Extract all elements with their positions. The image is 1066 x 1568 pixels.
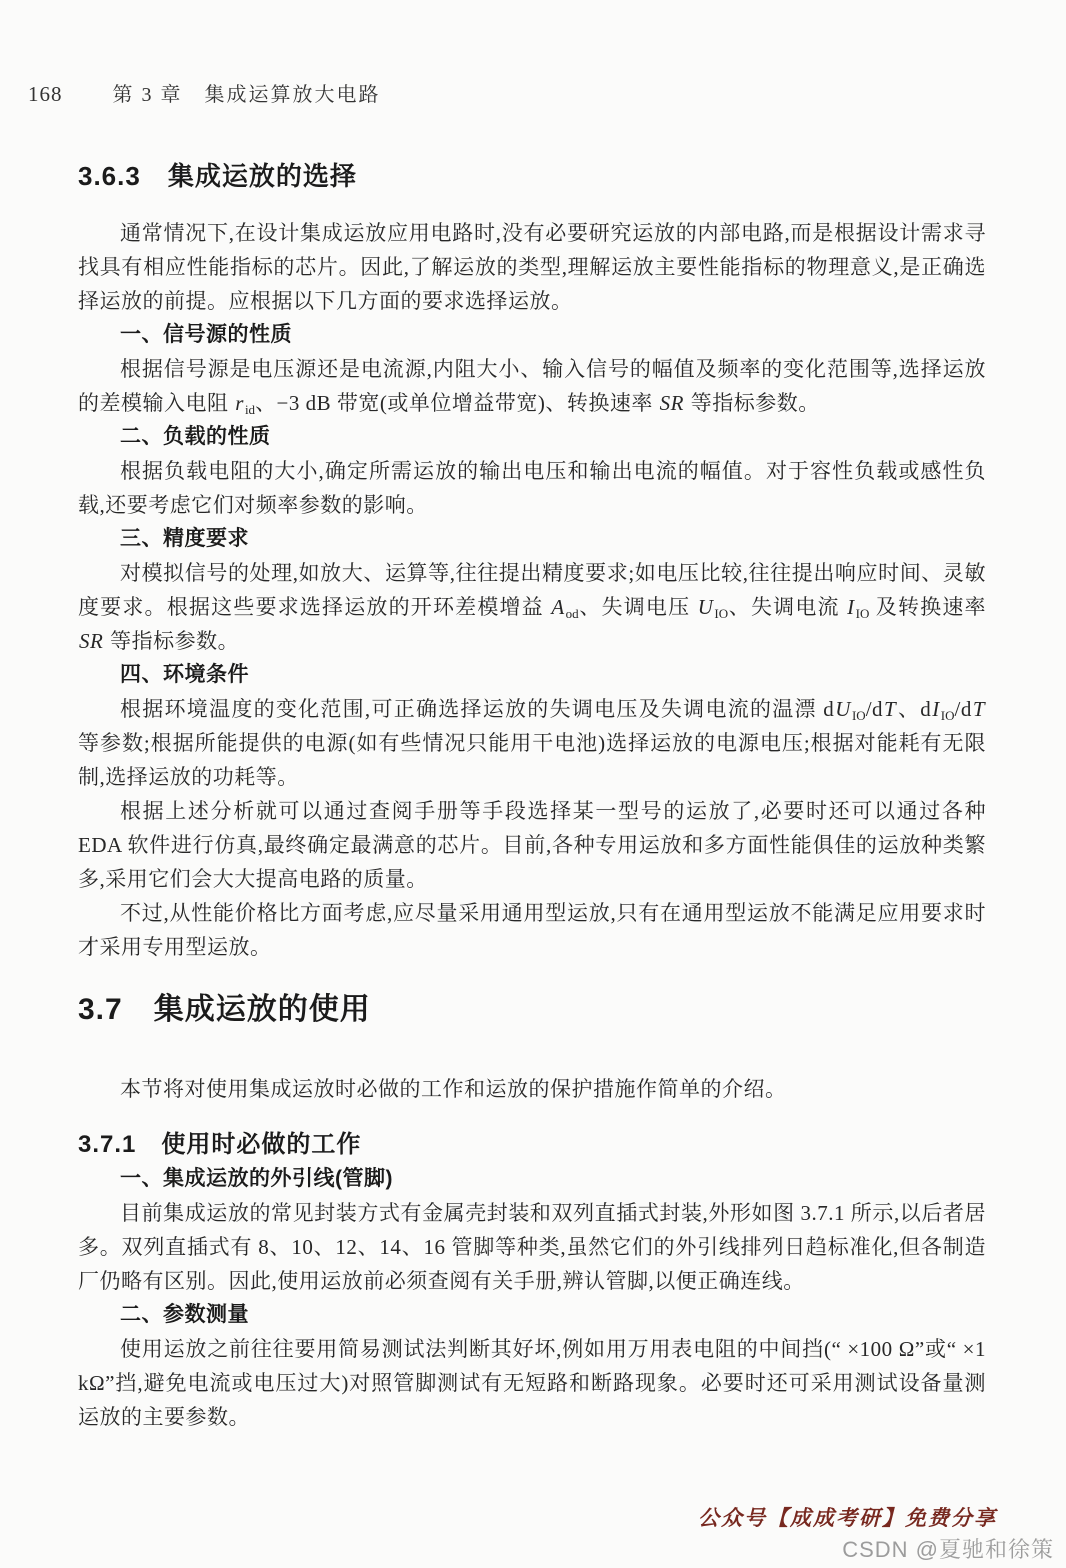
page-number: 168 xyxy=(28,82,63,106)
chapter-title: 第 3 章 集成运算放大电路 xyxy=(112,84,381,106)
wechat-watermark: 公众号【成成考研】免费分享 xyxy=(698,1506,997,1530)
section-3-6-3-intro-paragraph: 通常情况下,在设计集成运放应用电路时,没有必要研究运放的内部电路,而是根据设计需求寻找具有相应性能指标的芯片。因此,了解运放的类型,理解运放主要性能指标的物理意义,是正确选择运放的前提。应根据以下几方面的要求选择运放。 xyxy=(78,221,986,313)
subheading-environment: 四、环境条件 xyxy=(120,663,249,686)
section-3-7-intro-paragraph: 本节将对使用集成运放时必做的工作和运放的保护措施作简单的介绍。 xyxy=(120,1077,787,1101)
general-purpose-paragraph: 不过,从性能价格比方面考虑,应尽量采用通用型运放,只有在通用型运放不能满足应用要求时才采用专用型运放。 xyxy=(78,901,986,959)
section-3-7-1-heading: 3.7.1 使用时必做的工作 xyxy=(78,1131,362,1158)
load-paragraph: 根据负载电阻的大小,确定所需运放的输出电压和输出电流的幅值。对于容性负载或感性负载,还要考虑它们对频率参数的影响。 xyxy=(78,459,986,517)
subheading-parameter-measurement: 二、参数测量 xyxy=(120,1303,249,1326)
section-3-6-3-heading: 3.6.3 集成运放的选择 xyxy=(78,161,357,191)
subheading-signal-source: 一、信号源的性质 xyxy=(120,323,292,346)
section-3-7-heading: 3.7 集成运放的使用 xyxy=(78,993,371,1026)
subheading-pinout: 一、集成运放的外引线(管脚) xyxy=(120,1167,393,1190)
csdn-watermark: CSDN @夏驰和徐策 xyxy=(842,1537,1054,1562)
selection-summary-paragraph: 根据上述分析就可以通过查阅手册等手段选择某一型号的运放了,必要时还可以通过各种 EDA 软件进行仿真,最终确定最满意的芯片。目前,各种专用运放和多方面性能俱佳的运放种类繁多,采用它们会大大提高电路的质量。 xyxy=(78,799,986,891)
pinout-paragraph: 目前集成运放的常见封装方式有金属壳封装和双列直插式封装,外形如图 3.7.1 所示,以后者居多。双列直插式有 8、10、12、14、16 管脚等种类,虽然它们的外引线排列日趋标准化,但各制造厂仍略有区别。因此,使用运放前必须查阅有关手册,辨认管脚,以便正确连线。 xyxy=(78,1201,986,1293)
page-content xyxy=(78,158,986,1434)
subheading-load: 二、负载的性质 xyxy=(120,425,271,448)
subheading-precision: 三、精度要求 xyxy=(120,527,249,550)
running-head xyxy=(28,78,986,107)
signal-source-paragraph: 根据信号源是电压源还是电流源,内阻大小、输入信号的幅值及频率的变化范围等,选择运放的差模输入电阻 $r_{id}$、−3 dB 带宽(或单位增益带宽)、转换速率 SR 等指标参数。 xyxy=(78,357,986,417)
precision-paragraph: 对模拟信号的处理,如放大、运算等,往往提出精度要求;如电压比较,往往提出响应时间、灵敏度要求。根据这些要求选择运放的开环差模增益 $A_{od}$、失调电压 $U_{IO}$、失调电流 $I_{IO}$ 及转换速率 SR 等指标参数。 xyxy=(78,561,987,653)
environment-paragraph: 根据环境温度的变化范围,可正确选择运放的失调电压及失调电流的温漂 $dU_{IO}/dT$、$dI_{IO}/dT$ 等参数;根据所能提供的电源(如有些情况只能用干电池)选择运放的电源电压;根据对能耗有无限制,选择运放的功耗等。 xyxy=(78,697,986,789)
parameter-measurement-paragraph: 使用运放之前往往要用简易测试法判断其好坏,例如用万用表电阻的中间挡(“ ×100 Ω”或“ ×1 kΩ”挡,避免电流或电压过大)对照管脚测试有无短路和断路现象。必要时还可采用测试设备量测运放的主要参数。 xyxy=(78,1337,986,1429)
